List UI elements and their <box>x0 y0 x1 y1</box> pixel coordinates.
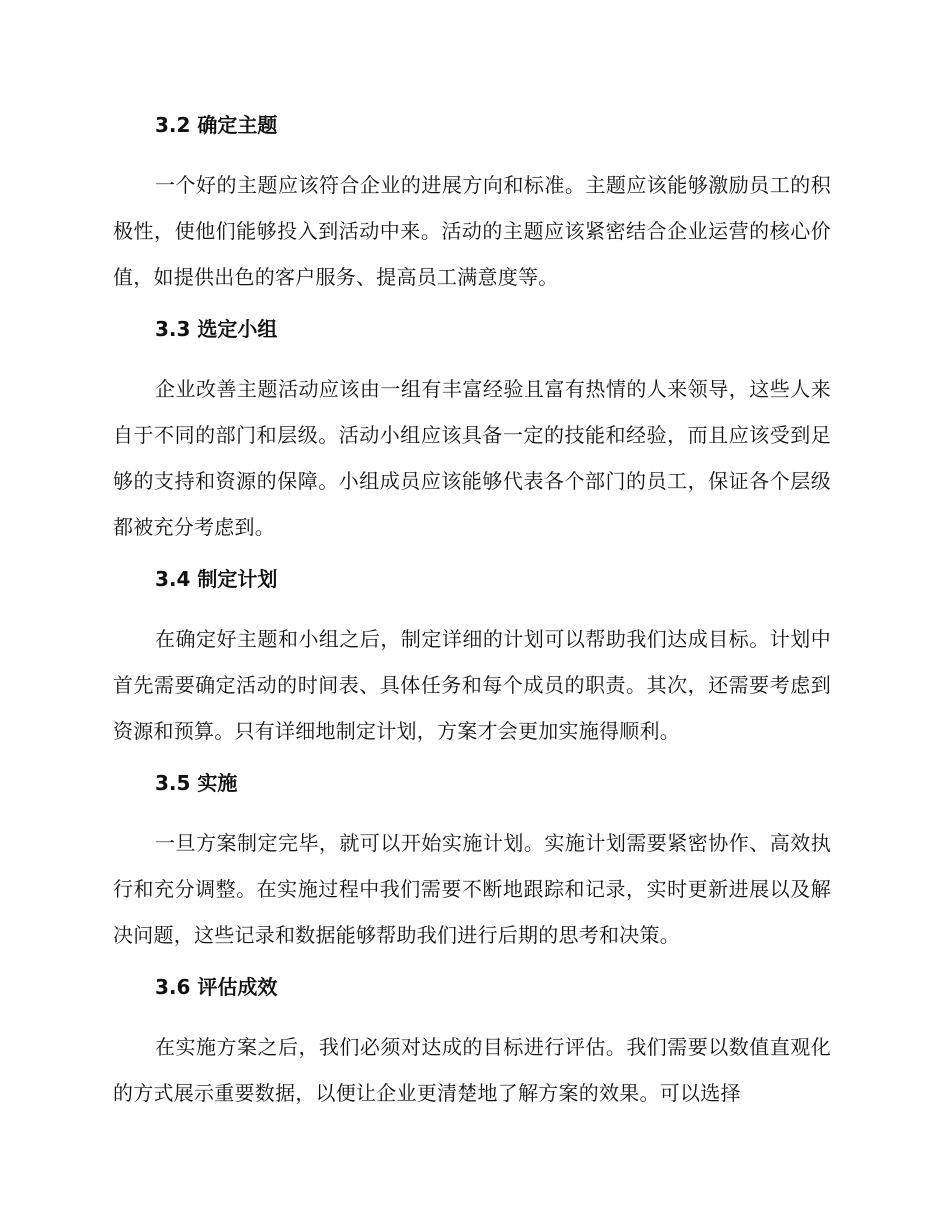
section-body-3-3: 企业改善主题活动应该由一组有丰富经验且富有热情的人来领导，这些人来自于不同的部门和层级。活动小组应该具备一定的技能和经验，而且应该受到足够的支持和资源的保障。小组成员应该能够代表各个部门的员工，保证各个层级都被充分考虑到。 <box>113 377 831 539</box>
section-heading-3-6: 3.6 评估成效 <box>155 975 278 999</box>
section-body-3-5: 一旦方案制定完毕，就可以开始实施计划。实施计划需要紧密协作、高效执行和充分调整。在实施过程中我们需要不断地跟踪和记录，实时更新进展以及解决问题，这些记录和数据能够帮助我们进行后期的思考和决策。 <box>113 831 831 947</box>
section-heading-3-3: 3.3 选定小组 <box>155 317 278 341</box>
section-body-3-2: 一个好的主题应该符合企业的进展方向和标准。主题应该能够激励员工的积极性，使他们能够投入到活动中来。活动的主题应该紧密结合企业运营的核心价值，如提供出色的客户服务、提高员工满意度等。 <box>113 173 831 289</box>
section-heading-3-5: 3.5 实施 <box>155 771 238 795</box>
section-body-3-6: 在实施方案之后，我们必须对达成的目标进行评估。我们需要以数值直观化的方式展示重要数据，以便让企业更清楚地了解方案的效果。可以选择 <box>113 1035 831 1105</box>
section-heading-3-2: 3.2 确定主题 <box>155 113 278 137</box>
document-page <box>113 110 831 1116</box>
section-body-3-4: 在确定好主题和小组之后，制定详细的计划可以帮助我们达成目标。计划中首先需要确定活动的时间表、具体任务和每个成员的职责。其次，还需要考虑到资源和预算。只有详细地制定计划，方案才会更加实施得顺利。 <box>113 627 831 743</box>
section-heading-3-4: 3.4 制定计划 <box>155 567 278 591</box>
